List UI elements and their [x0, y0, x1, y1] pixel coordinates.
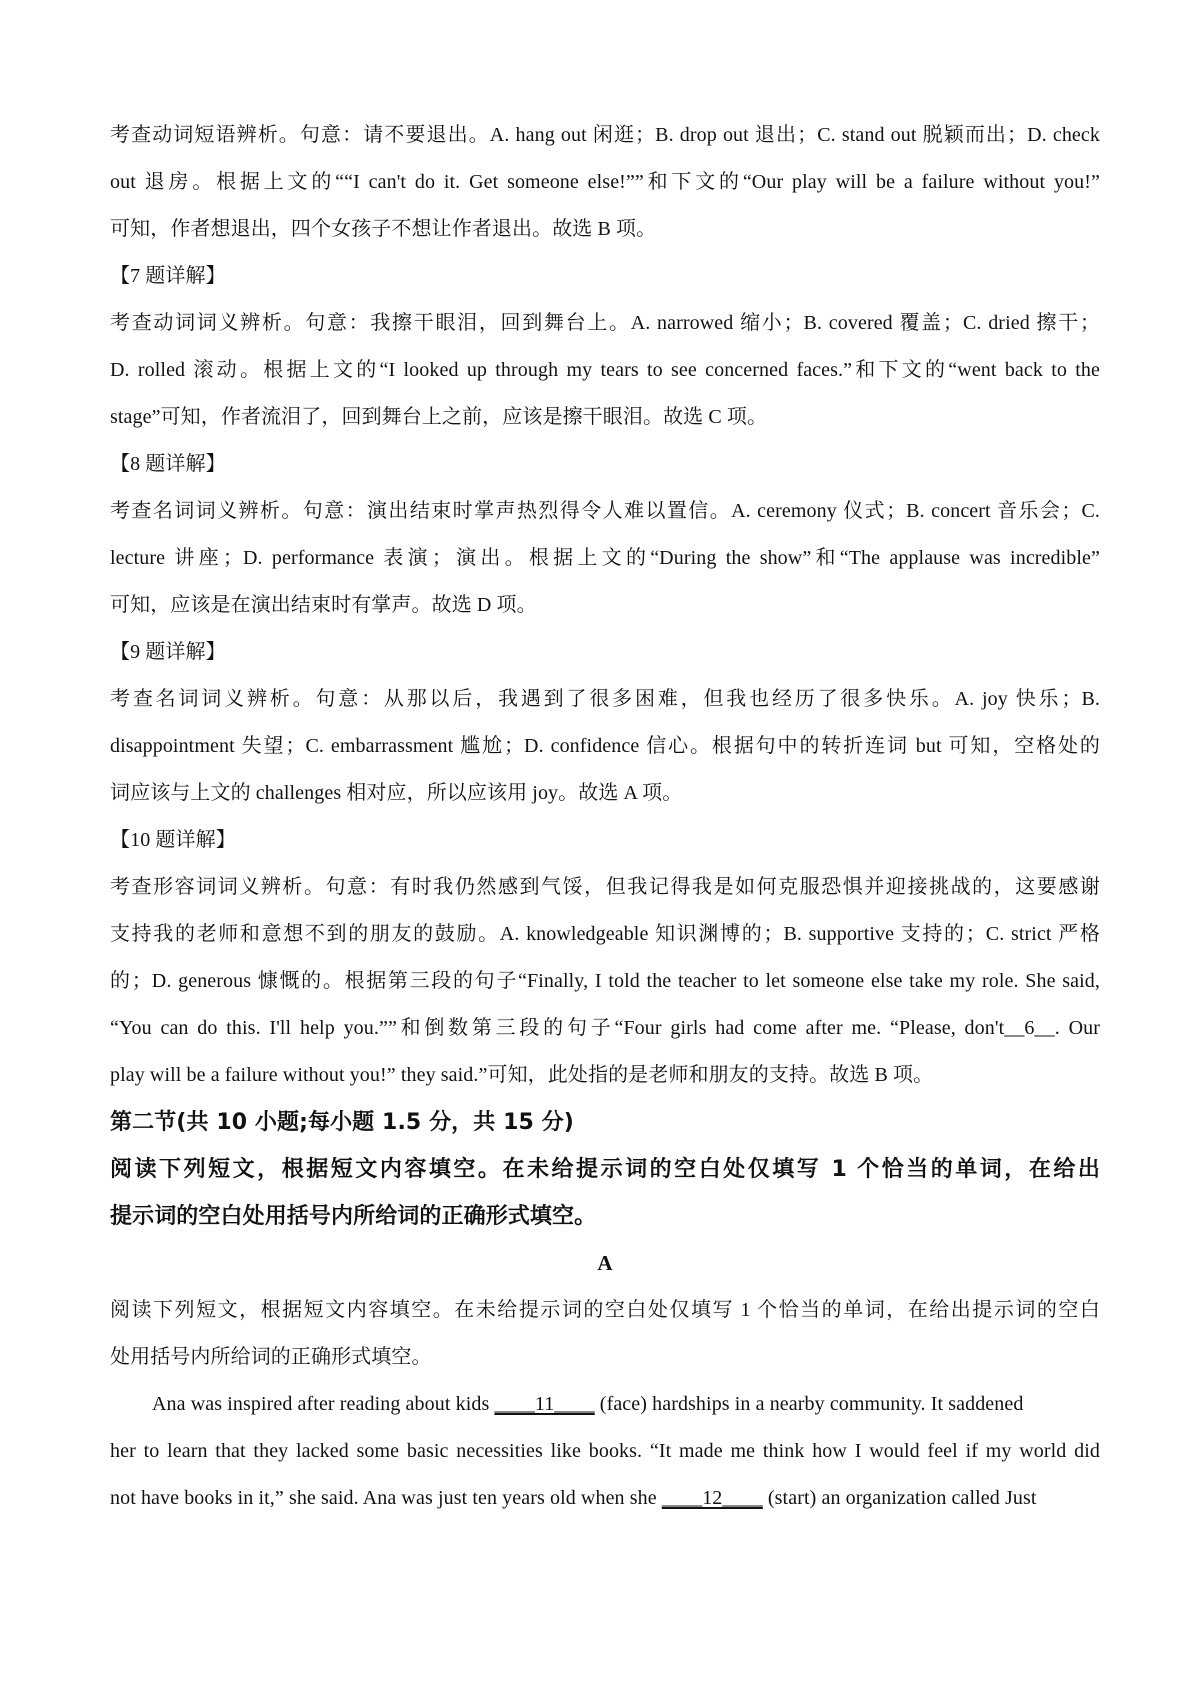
question-heading: 【8 题详解】 [110, 453, 226, 475]
text-line: disappointment 失望；C. embarrassment 尴尬；D. confidence 信心。根据句中的转折连词 but 可知，空格处的 [110, 735, 1100, 757]
section-title: 第二节(共 10 小题;每小题 1.5 分，共 15 分) [110, 1110, 574, 1135]
explanation-q10 [110, 817, 1100, 1099]
passage-a [110, 1381, 1100, 1522]
text-line: 考查形容词词义辨析。句意：有时我仍然感到气馁，但我记得我是如何克服恐惧并迎接挑战的，这要感谢 [110, 876, 1100, 898]
passage-line [110, 1381, 1100, 1428]
passage-line [110, 1475, 1100, 1522]
text-line: 考查名词词义辨析。句意：从那以后，我遇到了很多困难，但我也经历了很多快乐。A. joy 快乐；B. [110, 688, 1100, 710]
sub-instruction: 处用括号内所给词的正确形式填空。 [110, 1346, 432, 1368]
blank-12: ____12____ [661, 1487, 763, 1509]
text-line: 的；D. generous 慷慨的。根据第三段的句子“Finally, I told the teacher to let someone else take my role. She said, [110, 970, 1100, 992]
passage-label: A [597, 1251, 613, 1275]
text-line: out 退房。根据上文的““I can't do it. Get someone else!””和下文的“Our play will be a failure without you!” [110, 171, 1100, 193]
document-page [110, 112, 1100, 1522]
text-line: “You can do this. I'll help you.””和倒数第三段的句子“Four girls had come after me. “Please, don't__6__. Our [110, 1017, 1100, 1039]
passage-text: not have books in it,” she said. Ana was just ten years old when she [110, 1487, 662, 1509]
text-line: 可知，应该是在演出结束时有掌声。故选 D 项。 [110, 594, 537, 616]
text-line: 词应该与上文的 challenges 相对应，所以应该用 joy。故选 A 项。 [110, 782, 683, 804]
passage-line: her to learn that they lacked some basic necessities like books. “It made me think how I would feel if my world did [110, 1440, 1100, 1462]
question-heading: 【7 题详解】 [110, 265, 226, 287]
text-line: lecture 讲座；D. performance 表演；演出。根据上文的“During the show”和“The applause was incredible” [110, 547, 1100, 569]
section-instruction: 阅读下列短文，根据短文内容填空。在未给提示词的空白处仅填写 1 个恰当的单词，在给出 [110, 1157, 1100, 1182]
passage-text: (face) hardships in a nearby community. It saddened [594, 1393, 1024, 1415]
passage-text: (start) an organization called Just [762, 1487, 1037, 1509]
text-line: 考查动词短语辨析。句意：请不要退出。A. hang out 闲逛；B. drop out 退出；C. stand out 脱颖而出；D. check [110, 124, 1100, 146]
section-instruction: 提示词的空白处用括号内所给词的正确形式填空。 [110, 1204, 597, 1229]
explanation-q6 [110, 112, 1100, 253]
passage-text: Ana was inspired after reading about kids [152, 1393, 495, 1415]
text-line: 可知，作者想退出，四个女孩子不想让作者退出。故选 B 项。 [110, 218, 657, 240]
text-line: 考查动词词义辨析。句意：我擦干眼泪，回到舞台上。A. narrowed 缩小；B. covered 覆盖；C. dried 擦干； [110, 312, 1100, 334]
text-line: 考查名词词义辨析。句意：演出结束时掌声热烈得令人难以置信。A. ceremony 仪式；B. concert 音乐会；C. [110, 500, 1100, 522]
text-line: play will be a failure without you!” they said.”可知，此处指的是老师和朋友的支持。故选 B 项。 [110, 1064, 934, 1086]
explanation-q9 [110, 629, 1100, 817]
sub-instruction: 阅读下列短文，根据短文内容填空。在未给提示词的空白处仅填写 1 个恰当的单词，在给出提示词的空白 [110, 1299, 1100, 1321]
text-line: D. rolled 滚动。根据上文的“I looked up through my tears to see concerned faces.”和下文的“went back to the [110, 359, 1100, 381]
blank-11: ____11____ [494, 1393, 595, 1415]
section-2 [110, 1099, 1100, 1381]
text-line: stage”可知，作者流泪了，回到舞台上之前，应该是擦干眼泪。故选 C 项。 [110, 406, 768, 428]
explanation-q7 [110, 253, 1100, 441]
question-heading: 【10 题详解】 [110, 829, 236, 851]
question-heading: 【9 题详解】 [110, 641, 226, 663]
explanation-q8 [110, 441, 1100, 629]
text-line: 支持我的老师和意想不到的朋友的鼓励。A. knowledgeable 知识渊博的；B. supportive 支持的；C. strict 严格 [110, 923, 1100, 945]
